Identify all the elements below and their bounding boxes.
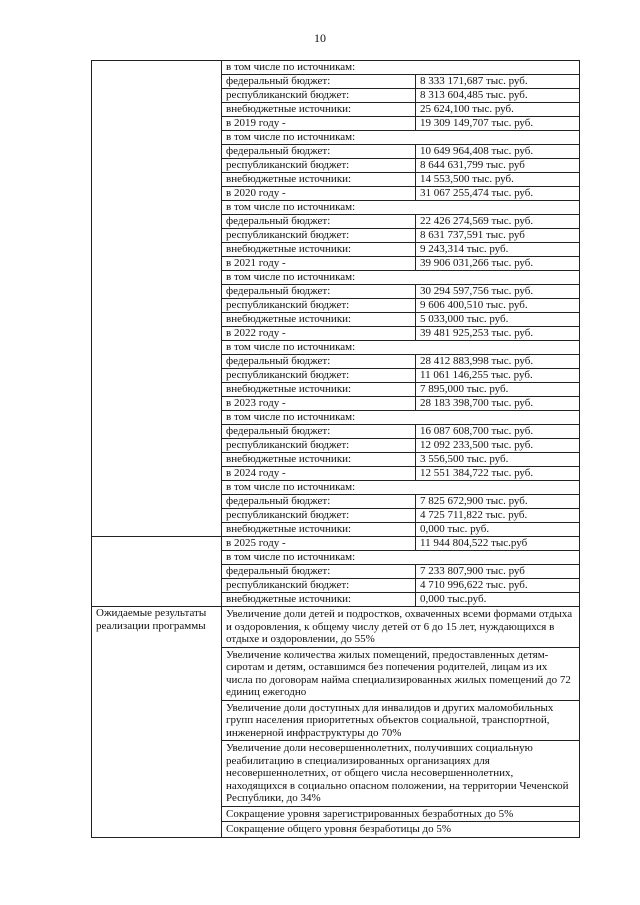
financing-row-amount: 25 624,100 тыс. руб. [416, 103, 580, 117]
financing-row-amount: 11 944 804,522 тыс.руб [416, 537, 580, 551]
expected-result-item: Увеличение доли доступных для инвалидов и других маломобильных групп населения приоритетных объектов социальной, транспортной, инженерной инфраструктуры до 70% [222, 700, 580, 741]
financing-row-label: внебюджетные источники: [222, 243, 416, 257]
financing-row-amount: 10 649 964,408 тыс. руб. [416, 145, 580, 159]
expected-result-item: Сокращение уровня зарегистрированных безработных до 5% [222, 806, 580, 822]
financing-row-label: в том числе по источникам: [222, 481, 580, 495]
financing-row-amount: 28 412 883,998 тыс. руб. [416, 355, 580, 369]
financing-row-amount: 0,000 тыс.руб. [416, 593, 580, 607]
financing-row-amount: 12 092 233,500 тыс. руб. [416, 439, 580, 453]
financing-row-label: в том числе по источникам: [222, 551, 580, 565]
financing-row-label: федеральный бюджет: [222, 355, 416, 369]
financing-row-label: республиканский бюджет: [222, 509, 416, 523]
financing-row-label: в том числе по источникам: [222, 341, 580, 355]
financing-row-amount: 4 725 711,822 тыс. руб. [416, 509, 580, 523]
expected-result-item: Увеличение доли несовершеннолетних, получивших социальную реабилитацию в специализированных организациях для несовершеннолетних, от общего числа несовершеннолетних, находящихся в социально опасном положении, на территории Чеченской Республики, до 34% [222, 741, 580, 807]
financing-row-amount: 7 233 807,900 тыс. руб [416, 565, 580, 579]
financing-row-label: внебюджетные источники: [222, 453, 416, 467]
financing-row-label: республиканский бюджет: [222, 369, 416, 383]
financing-row-label: в 2025 году - [222, 537, 416, 551]
financing-row-label: федеральный бюджет: [222, 215, 416, 229]
financing-row-amount: 16 087 608,700 тыс. руб. [416, 425, 580, 439]
financing-row-label: республиканский бюджет: [222, 299, 416, 313]
financing-row-label: в том числе по источникам: [222, 271, 580, 285]
financing-row-amount: 7 895,000 тыс. руб. [416, 383, 580, 397]
financing-row-label: республиканский бюджет: [222, 89, 416, 103]
financing-row-label: федеральный бюджет: [222, 285, 416, 299]
financing-row-label: в 2024 году - [222, 467, 416, 481]
financing-row-label: внебюджетные источники: [222, 103, 416, 117]
program-passport-table [91, 60, 580, 838]
expected-result-item: Увеличение доли детей и подростков, охваченных всеми формами отдыха и оздоровления, к общему числу детей от 6 до 15 лет, нуждающихся в отдыхе и оздоровлении, до 55% [222, 607, 580, 648]
financing-row-amount: 11 061 146,255 тыс. руб. [416, 369, 580, 383]
financing-row-label: федеральный бюджет: [222, 75, 416, 89]
financing-row-label: в 2022 году - [222, 327, 416, 341]
financing-row-amount: 0,000 тыс. руб. [416, 523, 580, 537]
financing-row-amount: 8 644 631,799 тыс. руб [416, 159, 580, 173]
financing-row-label: внебюджетные источники: [222, 523, 416, 537]
financing-row-amount: 19 309 149,707 тыс. руб. [416, 117, 580, 131]
financing-row-amount: 39 481 925,253 тыс. руб. [416, 327, 580, 341]
financing-row-label: внебюджетные источники: [222, 383, 416, 397]
expected-result-item: Сокращение общего уровня безработицы до 5% [222, 822, 580, 838]
expected-result-row [92, 607, 580, 648]
financing-row-label: в 2019 году - [222, 117, 416, 131]
financing-row-amount: 31 067 255,474 тыс. руб. [416, 187, 580, 201]
financing-row-amount: 39 906 031,266 тыс. руб. [416, 257, 580, 271]
financing-row-label: республиканский бюджет: [222, 229, 416, 243]
financing-row-label: в том числе по источникам: [222, 61, 580, 75]
financing-row-label: внебюджетные источники: [222, 173, 416, 187]
financing-row-amount: 14 553,500 тыс. руб. [416, 173, 580, 187]
financing-row-label: республиканский бюджет: [222, 439, 416, 453]
financing-row-label: республиканский бюджет: [222, 159, 416, 173]
financing-row-label: в том числе по источникам: [222, 411, 580, 425]
financing-row-amount: 3 556,500 тыс. руб. [416, 453, 580, 467]
financing-row-label: внебюджетные источники: [222, 593, 416, 607]
financing-label-cell [92, 61, 222, 537]
financing-row-label: в том числе по источникам: [222, 131, 580, 145]
financing-row-amount: 30 294 597,756 тыс. руб. [416, 285, 580, 299]
financing-row-amount: 4 710 996,622 тыс. руб. [416, 579, 580, 593]
financing-row-amount: 8 333 171,687 тыс. руб. [416, 75, 580, 89]
financing-section [92, 61, 580, 537]
financing-row [92, 537, 580, 551]
financing-row-amount: 9 606 400,510 тыс. руб. [416, 299, 580, 313]
financing-row-amount: 22 426 274,569 тыс. руб. [416, 215, 580, 229]
financing-row-amount: 5 033,000 тыс. руб. [416, 313, 580, 327]
financing-row-label: федеральный бюджет: [222, 425, 416, 439]
financing-row-label: в 2020 году - [222, 187, 416, 201]
expected-result-item: Увеличение количества жилых помещений, предоставленных детям-сиротам и детям, оставшимся без попечения родителей, лицам из их числа по договорам найма специализированных жилых помещений до 72 единиц ежегодно [222, 647, 580, 700]
financing-row-label: федеральный бюджет: [222, 495, 416, 509]
financing-row-amount: 7 825 672,900 тыс. руб. [416, 495, 580, 509]
page-number: 10 [314, 31, 326, 45]
financing-row-label: республиканский бюджет: [222, 579, 416, 593]
financing-label-cell [92, 537, 222, 607]
financing-row-amount: 12 551 384,722 тыс. руб. [416, 467, 580, 481]
financing-row-label: федеральный бюджет: [222, 145, 416, 159]
financing-row-amount: 9 243,314 тыс. руб. [416, 243, 580, 257]
financing-row-label: федеральный бюджет: [222, 565, 416, 579]
expected-results-section [92, 607, 580, 838]
financing-row-amount: 8 313 604,485 тыс. руб. [416, 89, 580, 103]
financing-row-label: внебюджетные источники: [222, 313, 416, 327]
financing-row-label: в 2021 году - [222, 257, 416, 271]
financing-row [92, 61, 580, 75]
financing-row-label: в 2023 году - [222, 397, 416, 411]
expected-results-label: Ожидаемые результаты реализации программы [92, 607, 222, 838]
financing-row-amount: 28 183 398,700 тыс. руб. [416, 397, 580, 411]
financing-row-amount: 8 631 737,591 тыс. руб [416, 229, 580, 243]
financing-row-label: в том числе по источникам: [222, 201, 580, 215]
financing-section-2025 [92, 537, 580, 607]
